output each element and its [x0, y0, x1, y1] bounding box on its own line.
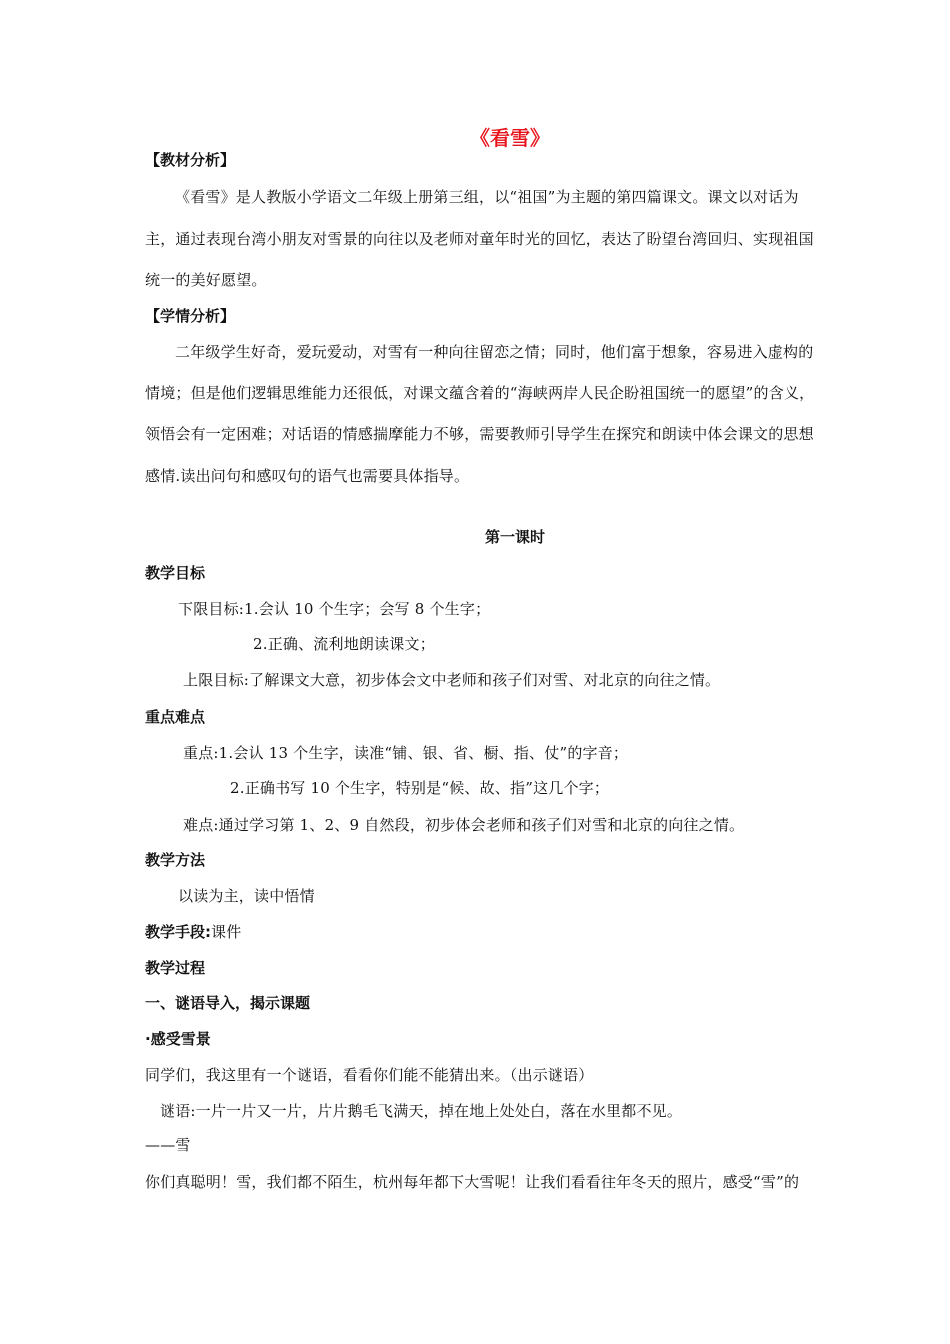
students-line-3: 领悟会有一定困难；对话语的情感揣摩能力不够，需要教师引导学生在探究和朗读中体会课文的思想 [145, 425, 814, 443]
heading-teaching-goals: 教学目标 [145, 564, 206, 582]
key-point-2: 2.正确书写 10 个生字，特别是“候、故、指”这几个字； [230, 779, 610, 797]
lesson-heading: 第一课时 [485, 528, 546, 546]
process-bullet-snow-scene: ·感受雪景 [145, 1030, 211, 1048]
students-line-4: 感情.读出问句和感叹句的语气也需要具体指导。 [145, 467, 470, 485]
goal-upper: 上限目标:了解课文大意，初步体会文中老师和孩子们对雪、对北京的向往之情。 [183, 671, 721, 689]
document-title: 《看雪》 [470, 126, 550, 150]
heading-student-analysis: 【学情分析】 [145, 307, 236, 325]
students-line-2: 情境；但是他们逻辑思维能力还很低，对课文蕴含着的“海峡两岸人民企盼祖国统一的愿望”的含义， [145, 384, 815, 402]
heading-teaching-method: 教学方法 [145, 851, 206, 869]
students-line-1: 二年级学生好奇，爱玩爱动，对雪有一种向往留恋之情；同时，他们富于想象，容易进入虚构的 [175, 343, 814, 361]
difficulty-point: 难点:通过学习第 1、2、9 自然段，初步体会老师和孩子们对雪和北京的向往之情。 [183, 816, 745, 834]
process-step-1: 一、谜语导入，揭示课题 [145, 994, 311, 1012]
riddle-answer: ——雪 [145, 1136, 191, 1154]
textbook-line-1: 《看雪》是人教版小学语文二年级上册第三组，以“祖国”为主题的第四篇课文。课文以对话为 [175, 188, 799, 206]
key-point-1: 重点:1.会认 13 个生字，读准“铺、银、省、橱、指、仗”的字音； [183, 744, 629, 762]
textbook-line-2: 主，通过表现台湾小朋友对雪景的向往以及老师对童年时光的回忆，表达了盼望台湾回归、实现祖国 [145, 230, 814, 248]
process-paragraph-1: 同学们，我这里有一个谜语，看看你们能不能猜出来。（出示谜语） [145, 1066, 594, 1084]
textbook-line-3: 统一的美好愿望。 [145, 271, 267, 289]
process-paragraph-2: 你们真聪明！雪，我们都不陌生，杭州每年都下大雪呢！让我们看看往年冬天的照片，感受“雪”的 [145, 1173, 800, 1191]
heading-key-points: 重点难点 [145, 708, 206, 726]
heading-textbook-analysis: 【教材分析】 [145, 151, 236, 169]
teaching-means-value: 课件 [211, 923, 242, 941]
goal-lower-2: 2.正确、流利地朗读课文； [253, 635, 435, 653]
heading-teaching-process: 教学过程 [145, 959, 206, 977]
riddle-text: 谜语:一片一片又一片，片片鹅毛飞满天，掉在地上处处白，落在水里都不见。 [160, 1102, 683, 1120]
goal-lower-1: 下限目标:1.会认 10 个生字；会写 8 个生字； [178, 600, 491, 618]
teaching-method-text: 以读为主，读中悟情 [178, 887, 315, 905]
teaching-means [145, 922, 241, 942]
teaching-means-label: 教学手段: [145, 923, 211, 941]
